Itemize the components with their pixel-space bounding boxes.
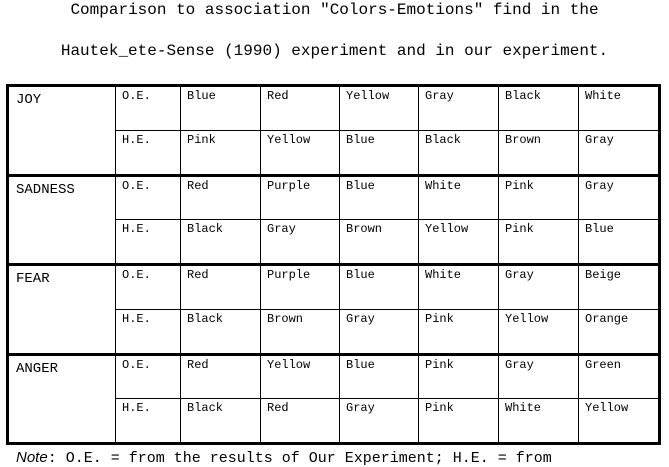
color-cell: Green (579, 354, 660, 399)
color-cell: White (419, 265, 499, 310)
color-cell: Red (181, 175, 261, 220)
source-label-cell: O.E. (116, 265, 181, 310)
color-cell: White (419, 175, 499, 220)
color-cell: Beige (579, 265, 660, 310)
source-label-cell: O.E. (116, 175, 181, 220)
source-label-cell: O.E. (116, 354, 181, 399)
color-cell: Gray (499, 354, 579, 399)
title-line-1: Comparison to association "Colors-Emotions" find in the (70, 1, 599, 19)
color-cell: Purple (261, 265, 340, 310)
color-cell: Yellow (499, 309, 579, 354)
color-cell: Pink (419, 354, 499, 399)
color-cell: Gray (261, 220, 340, 265)
color-cell: Red (181, 265, 261, 310)
note-text: : O.E. = from the results of Our Experiment; H.E. = from (47, 450, 552, 467)
color-cell: Pink (419, 399, 499, 444)
color-cell: Yellow (261, 130, 340, 175)
color-cell: Gray (340, 309, 419, 354)
color-cell: White (579, 86, 660, 131)
table-row (8, 265, 660, 310)
color-cell: Black (181, 399, 261, 444)
source-label-cell: O.E. (116, 86, 181, 131)
color-cell: Blue (340, 130, 419, 175)
color-cell: Blue (340, 265, 419, 310)
source-label-cell: H.E. (116, 399, 181, 444)
color-cell: Yellow (419, 220, 499, 265)
color-cell: Pink (419, 309, 499, 354)
color-cell: Blue (579, 220, 660, 265)
emotion-cell: FEAR (8, 265, 116, 355)
color-cell: Black (499, 86, 579, 131)
color-cell: Orange (579, 309, 660, 354)
color-cell: Gray (579, 130, 660, 175)
emotion-cell: SADNESS (8, 175, 116, 265)
emotion-cell: ANGER (8, 354, 116, 444)
emotion-cell: JOY (8, 86, 116, 176)
color-cell: Blue (340, 354, 419, 399)
color-cell: Purple (261, 175, 340, 220)
table-row (8, 175, 660, 220)
color-cell: White (499, 399, 579, 444)
color-cell: Brown (340, 220, 419, 265)
color-cell: Black (419, 130, 499, 175)
color-cell: Yellow (340, 86, 419, 131)
color-emotion-table (6, 84, 661, 445)
color-cell: Red (181, 354, 261, 399)
table-row (8, 354, 660, 399)
color-cell: Brown (261, 309, 340, 354)
color-cell: Gray (419, 86, 499, 131)
color-cell: Brown (499, 130, 579, 175)
color-cell: Pink (499, 175, 579, 220)
color-cell: Blue (181, 86, 261, 131)
title-line-2: Hautek_ete-Sense (1990) experiment and in our experiment. (60, 42, 609, 60)
color-cell: Gray (340, 399, 419, 444)
color-cell: Gray (499, 265, 579, 310)
color-cell: Black (181, 309, 261, 354)
color-cell: Red (261, 86, 340, 131)
note-label: Note (16, 449, 48, 466)
source-label-cell: H.E. (116, 220, 181, 265)
color-cell: Yellow (579, 399, 660, 444)
color-cell: Black (181, 220, 261, 265)
source-label-cell: H.E. (116, 309, 181, 354)
table-row (8, 86, 660, 131)
color-cell: Red (261, 399, 340, 444)
color-cell: Gray (579, 175, 660, 220)
color-cell: Pink (499, 220, 579, 265)
color-cell: Yellow (261, 354, 340, 399)
color-cell: Pink (181, 130, 261, 175)
source-label-cell: H.E. (116, 130, 181, 175)
table-note (16, 449, 552, 467)
color-cell: Blue (340, 175, 419, 220)
